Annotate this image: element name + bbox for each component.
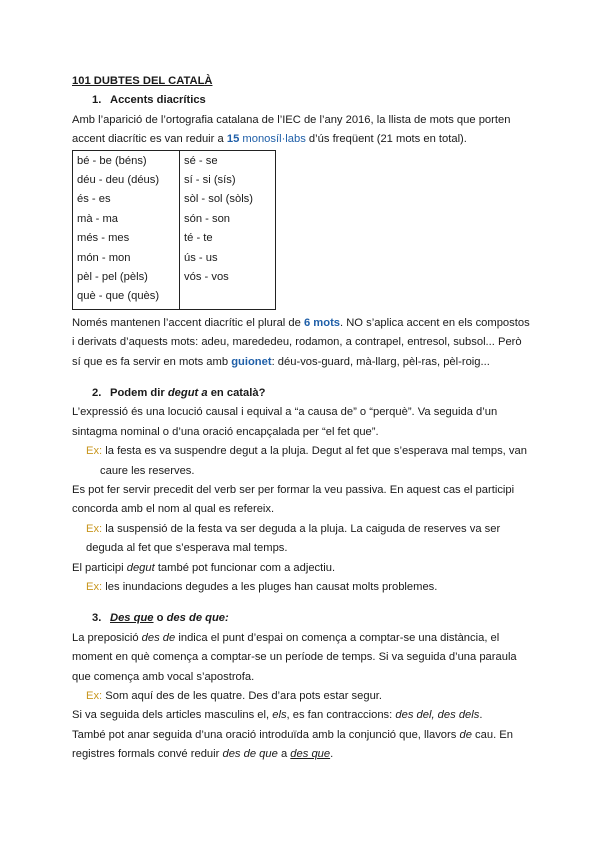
table-cell: déu - deu (déus) bbox=[77, 174, 160, 187]
table-column-2 bbox=[180, 150, 276, 309]
section-heading-accents bbox=[72, 91, 532, 110]
highlight-number: 15 bbox=[226, 133, 240, 146]
paragraph: El participi degut també pot funcionar com a adjectiu. bbox=[72, 561, 336, 574]
section-title: Accents diacrítics bbox=[110, 94, 206, 107]
table-cell: té - te bbox=[184, 232, 213, 245]
paragraph: Es pot fer servir precedit del verb ser per formar la veu passiva. En aquest cas el participi concorda amb el nom al qual es refereix. bbox=[72, 484, 515, 516]
highlight-term: monosíl·labs bbox=[239, 133, 306, 146]
paragraph: Amb l’aparició de l’ortografia catalana de l’IEC de l’any 2016, la llista de mots que porten accent diacrític es van reduir a 15 monosíl·labs d’ús freqüent (21 mots en total). bbox=[72, 113, 511, 146]
example: Ex: la festa es va suspendre degut a la pluja. Degut al fet que s’esperava mal temps, van bbox=[86, 445, 527, 458]
diacritics-table bbox=[72, 150, 276, 310]
example-continuation: caure les reserves. bbox=[100, 464, 195, 477]
table-cell: sé - se bbox=[184, 154, 218, 167]
highlight-number: 6 mots bbox=[303, 316, 341, 329]
example: Ex: les inundacions degudes a les pluges han causat molts problemes. bbox=[86, 581, 438, 594]
table-cell: és - es bbox=[77, 193, 111, 206]
table-column-1 bbox=[73, 150, 180, 309]
table-cell: bé - be (béns) bbox=[77, 154, 147, 167]
example: Ex: Som aquí des de les quatre. Des d’ara pots estar segur. bbox=[86, 690, 383, 703]
paragraph: L’expressió és una locució causal i equival a “a causa de” o “perquè”. Va seguida d’un sintagma nominal o d’una oració encapçalada per “el fet que”. bbox=[72, 406, 498, 438]
example-continuation: deguda al fet que s’esperava mal temps. bbox=[86, 542, 288, 555]
paragraph: La preposició des de indica el punt d’espai on comença a comptar-se una distància, el moment en què comença a comptar-se un període de temps. Si va seguida d’una paraula que comença amb vocal s’apostrofa. bbox=[72, 631, 517, 683]
example-label: Ex: bbox=[86, 522, 103, 535]
paragraph: Si va seguida dels articles masculins el, els, es fan contraccions: des del, des dels. També pot anar seguida d’una oració introduïda amb la conjunció que, llavors de cau. En registres formals convé reduir des de que a des que. bbox=[72, 709, 513, 761]
example-label: Ex: bbox=[86, 445, 103, 458]
table-cell: vós - vos bbox=[184, 270, 229, 283]
section-heading-des-que: 3. Des que o des de que: bbox=[72, 609, 532, 628]
section-number: 2. bbox=[92, 386, 102, 399]
section-number: 1. bbox=[92, 94, 102, 107]
table-cell: són - son bbox=[184, 212, 231, 225]
paragraph: Només mantenen l’accent diacrític el plural de 6 mots. NO s’aplica accent en els compostos i derivats d’aquests mots: adeu, marededeu, rodamon, a contrapel, entresol, subsol... Però sí que es fa servir en mots amb guionet: déu-vos-guard, mà-llarg, pèl-ras, pèl-roig... bbox=[72, 316, 530, 368]
table-cell: mà - ma bbox=[77, 212, 119, 225]
example-label: Ex: bbox=[86, 690, 103, 703]
example-label: Ex: bbox=[86, 581, 103, 594]
table-cell: sí - si (sís) bbox=[184, 174, 236, 187]
table-cell: ús - us bbox=[184, 251, 218, 264]
document-title: 101 DUBTES DEL CATALÀ bbox=[72, 75, 213, 87]
section-heading-degut: 2. Podem dir degut a en català? bbox=[72, 384, 532, 403]
section-number: 3. bbox=[92, 612, 102, 625]
table-cell: què - que (quès) bbox=[77, 290, 160, 303]
example: Ex: la suspensió de la festa va ser deguda a la pluja. La caiguda de reserves va ser bbox=[86, 522, 501, 535]
highlight-term: guionet bbox=[231, 355, 272, 368]
table-cell: més - mes bbox=[77, 232, 130, 245]
table-cell: sòl - sol (sòls) bbox=[184, 193, 253, 206]
table-cell: món - mon bbox=[77, 251, 131, 264]
document-page bbox=[72, 72, 532, 765]
table-cell: pèl - pel (pèls) bbox=[77, 270, 148, 283]
